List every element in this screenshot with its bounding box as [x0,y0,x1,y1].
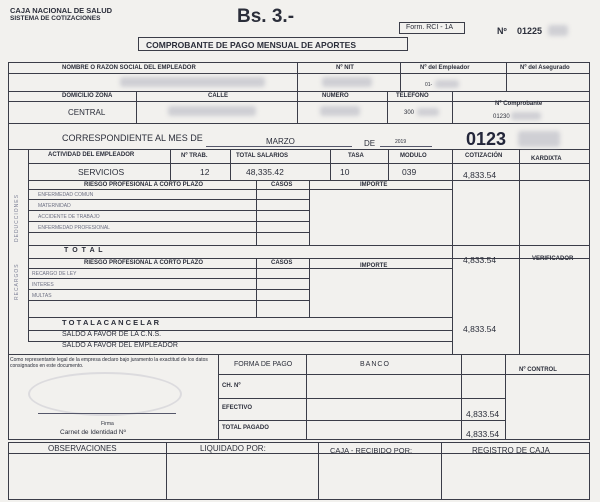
module-value: 039 [402,167,417,177]
redacted-number [320,106,360,116]
cash-label: EFECTIVO [222,405,253,411]
balance-cns: SALDO A FAVOR DE LA C.N.S. [62,331,162,338]
bank-label: BANCO [360,361,390,368]
declaration-text: Como representante legal de la empresa declaro bajo juramento la exactitud de los datos consignados en este documento. [10,357,208,369]
redacted-name [120,77,265,87]
number-label: NÚMERO [322,93,349,99]
signature-label: Firma [101,421,114,427]
street-label: CALLE [208,93,228,99]
col-kardex: KARDIXTA [531,156,562,162]
risk2-item: RECARGO DE LEY [32,271,77,277]
domicile-label: DOMICILIO ZONA [62,93,113,99]
activity-value: SERVICIOS [78,167,125,177]
surcharges-side-label: RECARGOS [14,263,20,300]
insured-no-label: Nº del Asegurado [520,65,570,71]
total-value: 4,833.54 [463,255,497,265]
control-label: Nº CONTROL [519,367,557,373]
period-year: 2019 [395,139,407,145]
nit-label: Nº NIT [336,65,354,71]
total-paid-value: 4,833.54 [466,429,500,439]
employer-no-value: 01- [425,82,433,88]
id-card-label: Carnet de Identidad Nº [60,429,126,436]
big-number: 0123 [466,129,507,149]
period-de: DE [364,139,376,148]
deductions-side-label: DEDUCCIONES [14,194,20,242]
risk1-amount: IMPORTE [360,182,388,188]
balance-employer: SALDO A FAVOR DEL EMPLEADOR [62,342,178,349]
total-paid-label: TOTAL PAGADO [222,425,269,431]
form-code-box [399,22,465,34]
receipt-value: 01230 [493,114,510,120]
redacted-employer-no [435,80,459,88]
settled-by-label: LIQUIDADO POR: [200,444,266,453]
rate-value: 10 [340,167,350,177]
risk1-header: RIESGO PROFESIONAL A CORTO PLAZO [84,182,204,188]
form-number-label: Nº [497,26,507,36]
risk1-item: ENFERMEDAD COMUN [38,192,94,198]
workers-value: 12 [200,167,210,177]
col-activity: ACTIVIDAD DEL EMPLEADOR [48,152,135,158]
cash-value: 4,833.54 [466,409,500,419]
org-name: CAJA NACIONAL DE SALUD [10,6,113,15]
col-contribution: COTIZACIÓN [465,153,503,159]
col-workers: Nº TRAB. [181,153,208,159]
to-pay-label: T O T A L A C A N C E L A R [62,318,160,327]
employer-name-label: NOMBRE O RAZON SOCIAL DEL EMPLEADOR [62,65,196,71]
redacted-mark [548,25,568,36]
redacted-receipt [511,112,541,120]
total-label: T O T A L [64,247,104,254]
phone-label: TELEFONO [396,93,429,99]
salaries-value: 48,335.42 [246,167,284,177]
payment-method-label: FORMA DE PAGO [234,361,293,368]
receipt-label: Nº Comprobante [495,101,543,107]
system-name: SISTEMA DE COTIZACIONES [10,15,101,22]
col-module: MODULO [400,153,427,159]
col-salaries: TOTAL SALARIOS [236,153,289,159]
risk2-header: RIESGO PROFESIONAL A CORTO PLAZO [84,260,204,266]
check-label: CH. Nº [222,383,241,389]
employer-no-label: Nº del Empleador [420,65,470,71]
period-label: CORRESPONDIENTE AL MES DE [62,133,203,143]
cash-register-label: REGISTRO DE CAJA [472,446,550,455]
risk1-item: MATERNIDAD [38,203,71,209]
stamp-mark [28,372,182,416]
to-pay-value: 4,833.54 [463,324,497,334]
domicile-value: CENTRAL [68,108,106,117]
risk2-item: MULTAS [32,293,52,299]
page-title: COMPROBANTE DE PAGO MENSUAL DE APORTES [146,40,356,50]
redacted-nit [322,77,372,87]
observations-label: OBSERVACIONES [48,444,117,453]
cash-received-label: CAJA - RECIBIDO POR: [330,446,413,455]
price: Bs. 3.- [237,6,295,27]
form-code: Form. RCI - 1A [406,24,454,31]
title-box [138,37,408,51]
verifier-label: VERIFICADOR [532,256,574,262]
redacted-big-number [518,131,560,147]
phone-value: 300 [404,110,415,116]
risk2-cases: CASOS [271,260,293,266]
redacted-phone [417,108,439,116]
col-rate: TASA [348,153,364,159]
risk1-cases: CASOS [271,182,293,188]
risk1-item: ACCIDENTE DE TRABAJO [38,214,100,220]
contribution-value: 4,833.54 [463,170,497,180]
risk1-item: ENFERMEDAD PROFESIONAL [38,225,110,231]
risk2-amount: IMPORTE [360,263,388,269]
risk2-item: INTERES [32,282,54,288]
redacted-street [168,106,256,116]
period-month: MARZO [266,137,295,146]
form-number: 01225 [517,26,543,36]
